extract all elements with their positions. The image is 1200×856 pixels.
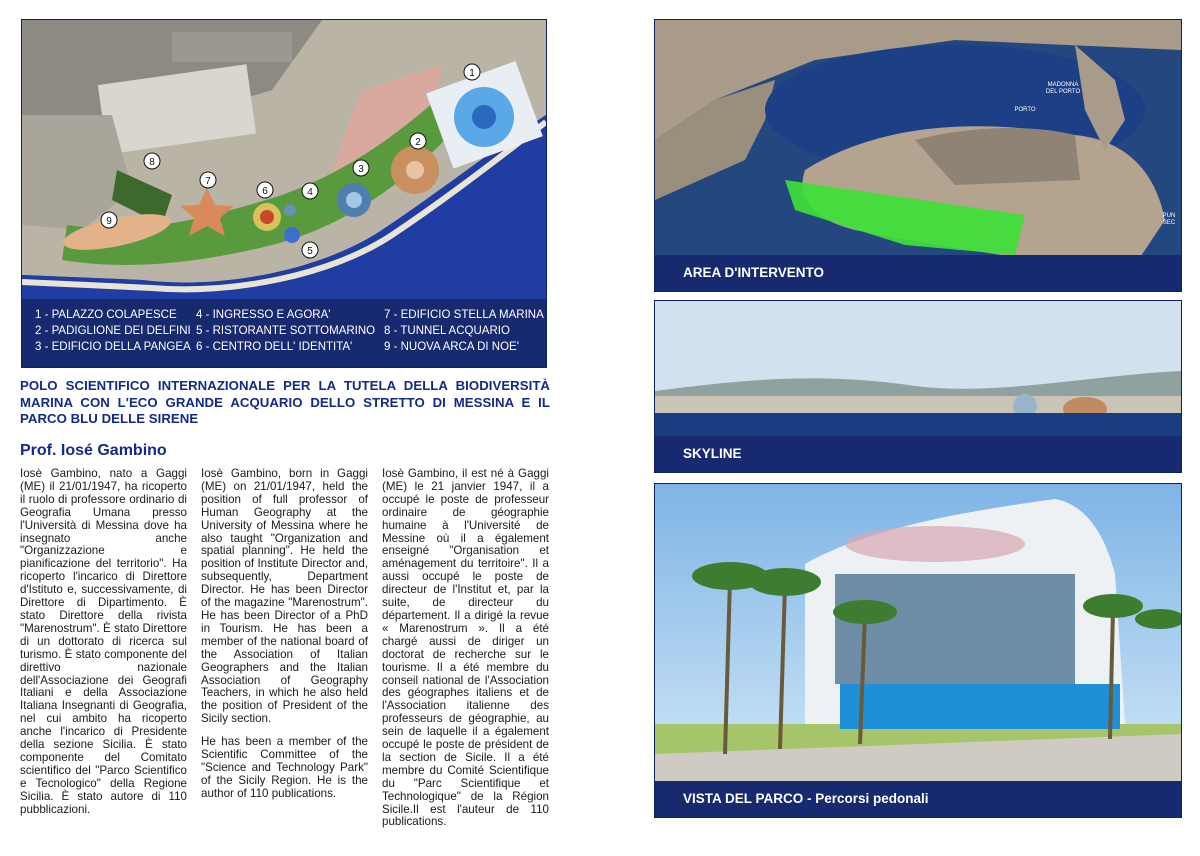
marker-1: 1 — [469, 68, 475, 79]
legend-item: 9 - NUOVA ARCA DI NOE' — [384, 341, 519, 353]
bio-italian-text: Iosè Gambino, nato a Gaggi (ME) il 21/01/1947, ha ricoperto il ruolo di professore ordinario di Geografia Umana presso l'Università di Messina dove ha insegnato anche "Organizzazione e pianificazione del territorio". Ha ricoperto l'incarico di Direttore d'Istituto e, successivamente, di Direttore di Dipartimento. È stato Direttore della rivista "Marenostrum". È stato Direttore di un dottorato di ricerca sul turismo. È stato componente del direttivo nazionale dell'Associazione dei Geografi Italiani e della Associazione Italiana Insegnanti di Geografia, nel cui ambito ha ricoperto anche l'incarico di Presidente della sezione Sicilia. È stato componente del Comitato scientifico del "Parco Scientifico e Tecnologico" della Regione Sicilia. È stato autore di 110 pubblicazioni. — [20, 467, 187, 816]
site-plan-legend — [22, 299, 546, 367]
skyline-photo — [654, 300, 1182, 473]
legend-item: 1 - PALAZZO COLAPESCE — [35, 309, 177, 321]
park-view-caption — [655, 781, 1181, 817]
legend-column-1 — [35, 307, 191, 355]
bio-english — [201, 468, 368, 811]
marker-2: 2 — [415, 137, 421, 148]
bio-italian — [20, 468, 187, 826]
label-punta-secca: PUN SEC — [1162, 213, 1176, 226]
author-name: Prof. Iosé Gambino — [20, 442, 167, 459]
park-view-caption-subtitle: - Percorsi pedonali — [803, 791, 929, 806]
site-plan-image — [21, 19, 547, 368]
legend-item: 3 - EDIFICIO DELLA PANGEA — [35, 341, 191, 353]
bio-english-text-2: He has been a member of the Scientific Committee of the "Science and Technology Park" of the Sicily Region. He is the author of 110 publications. — [201, 735, 368, 800]
park-view-render — [654, 483, 1182, 818]
marker-6: 6 — [262, 186, 268, 197]
marker-3: 3 — [358, 164, 364, 175]
legend-item: 2 - PADIGLIONE DEI DELFINI — [35, 325, 191, 337]
label-madonna-del-porto: MADONNA DEL PORTO — [1045, 82, 1081, 95]
legend-item: 4 - INGRESSO E AGORA' — [196, 309, 331, 321]
legend-item: 7 - EDIFICIO STELLA MARINA — [384, 309, 544, 321]
park-view-caption-title: VISTA DEL PARCO — [683, 791, 804, 806]
aerial-caption: AREA D'INTERVENTO — [655, 255, 1181, 291]
legend-column-3 — [384, 307, 544, 355]
marker-8: 8 — [149, 157, 155, 168]
bio-english-text-1: Iosè Gambino, born in Gaggi (ME) on 21/01/1947, held the position of full professor of Human Geography at the University of Messina where he also taught "Organization and spatial planning". He held the position of Institute Director and, subsequently, Department Director. He has been Director of the magazine "Marenostrum". He has been Director of a PhD in Tourism. He has been a member of the national board of the Association of Italian Geographers and the Italian Association of Geography Teachers, in which he also held the position of President of the Sicily section. — [201, 467, 368, 726]
label-porto: PORTO — [1014, 107, 1036, 113]
marker-9: 9 — [106, 216, 112, 227]
aerial-drawing — [655, 20, 1181, 291]
marker-5: 5 — [307, 246, 313, 257]
legend-item: 8 - TUNNEL ACQUARIO — [384, 325, 510, 337]
bio-french — [382, 468, 549, 839]
marker-7: 7 — [205, 176, 211, 187]
park-view-drawing — [655, 484, 1181, 817]
marker-4: 4 — [307, 187, 313, 198]
bio-french-text: Iosè Gambino, il est né à Gaggi (ME) le 21 janvier 1947, il a occupé le poste de professeur ordinaire de géographie humaine à l'Université de Messine où il a également enseigné "Organisation et aménagement du territoire". Il a aussi occupé le poste de directeur de l'Institut et, par la suite, de directeur du département. Il a dirigé la revue « Marenostrum ». Il a été chargé aussi de diriger un doctorat de recherche sur le tourisme. Il a été membre du conseil national de l'Association des géographes italiens et de l'Association italienne des professeurs de géographie, au sein de laquelle il a également occupé le poste de président de la section de Sicile. Il a été membre du Comité Scientifique du "Parc Scientifique et Technologique" de la Région Sicile.Il est l'auteur de 110 publications. — [382, 467, 549, 829]
aerial-photo — [654, 19, 1182, 292]
legend-column-2 — [196, 307, 375, 355]
legend-item: 5 - RISTORANTE SOTTOMARINO — [196, 325, 376, 337]
skyline-caption: SKYLINE — [655, 436, 1181, 472]
legend-item: 6 - CENTRO DELL' IDENTITA' — [196, 341, 353, 353]
document-title: POLO SCIENTIFICO INTERNAZIONALE PER LA TUTELA DELLA BIODIVERSITÀ MARINA CON L'ECO GRANDE ACQUARIO DELLO STRETTO DI MESSINA E IL PARCO BLU DELLE SIRENE — [20, 378, 550, 426]
